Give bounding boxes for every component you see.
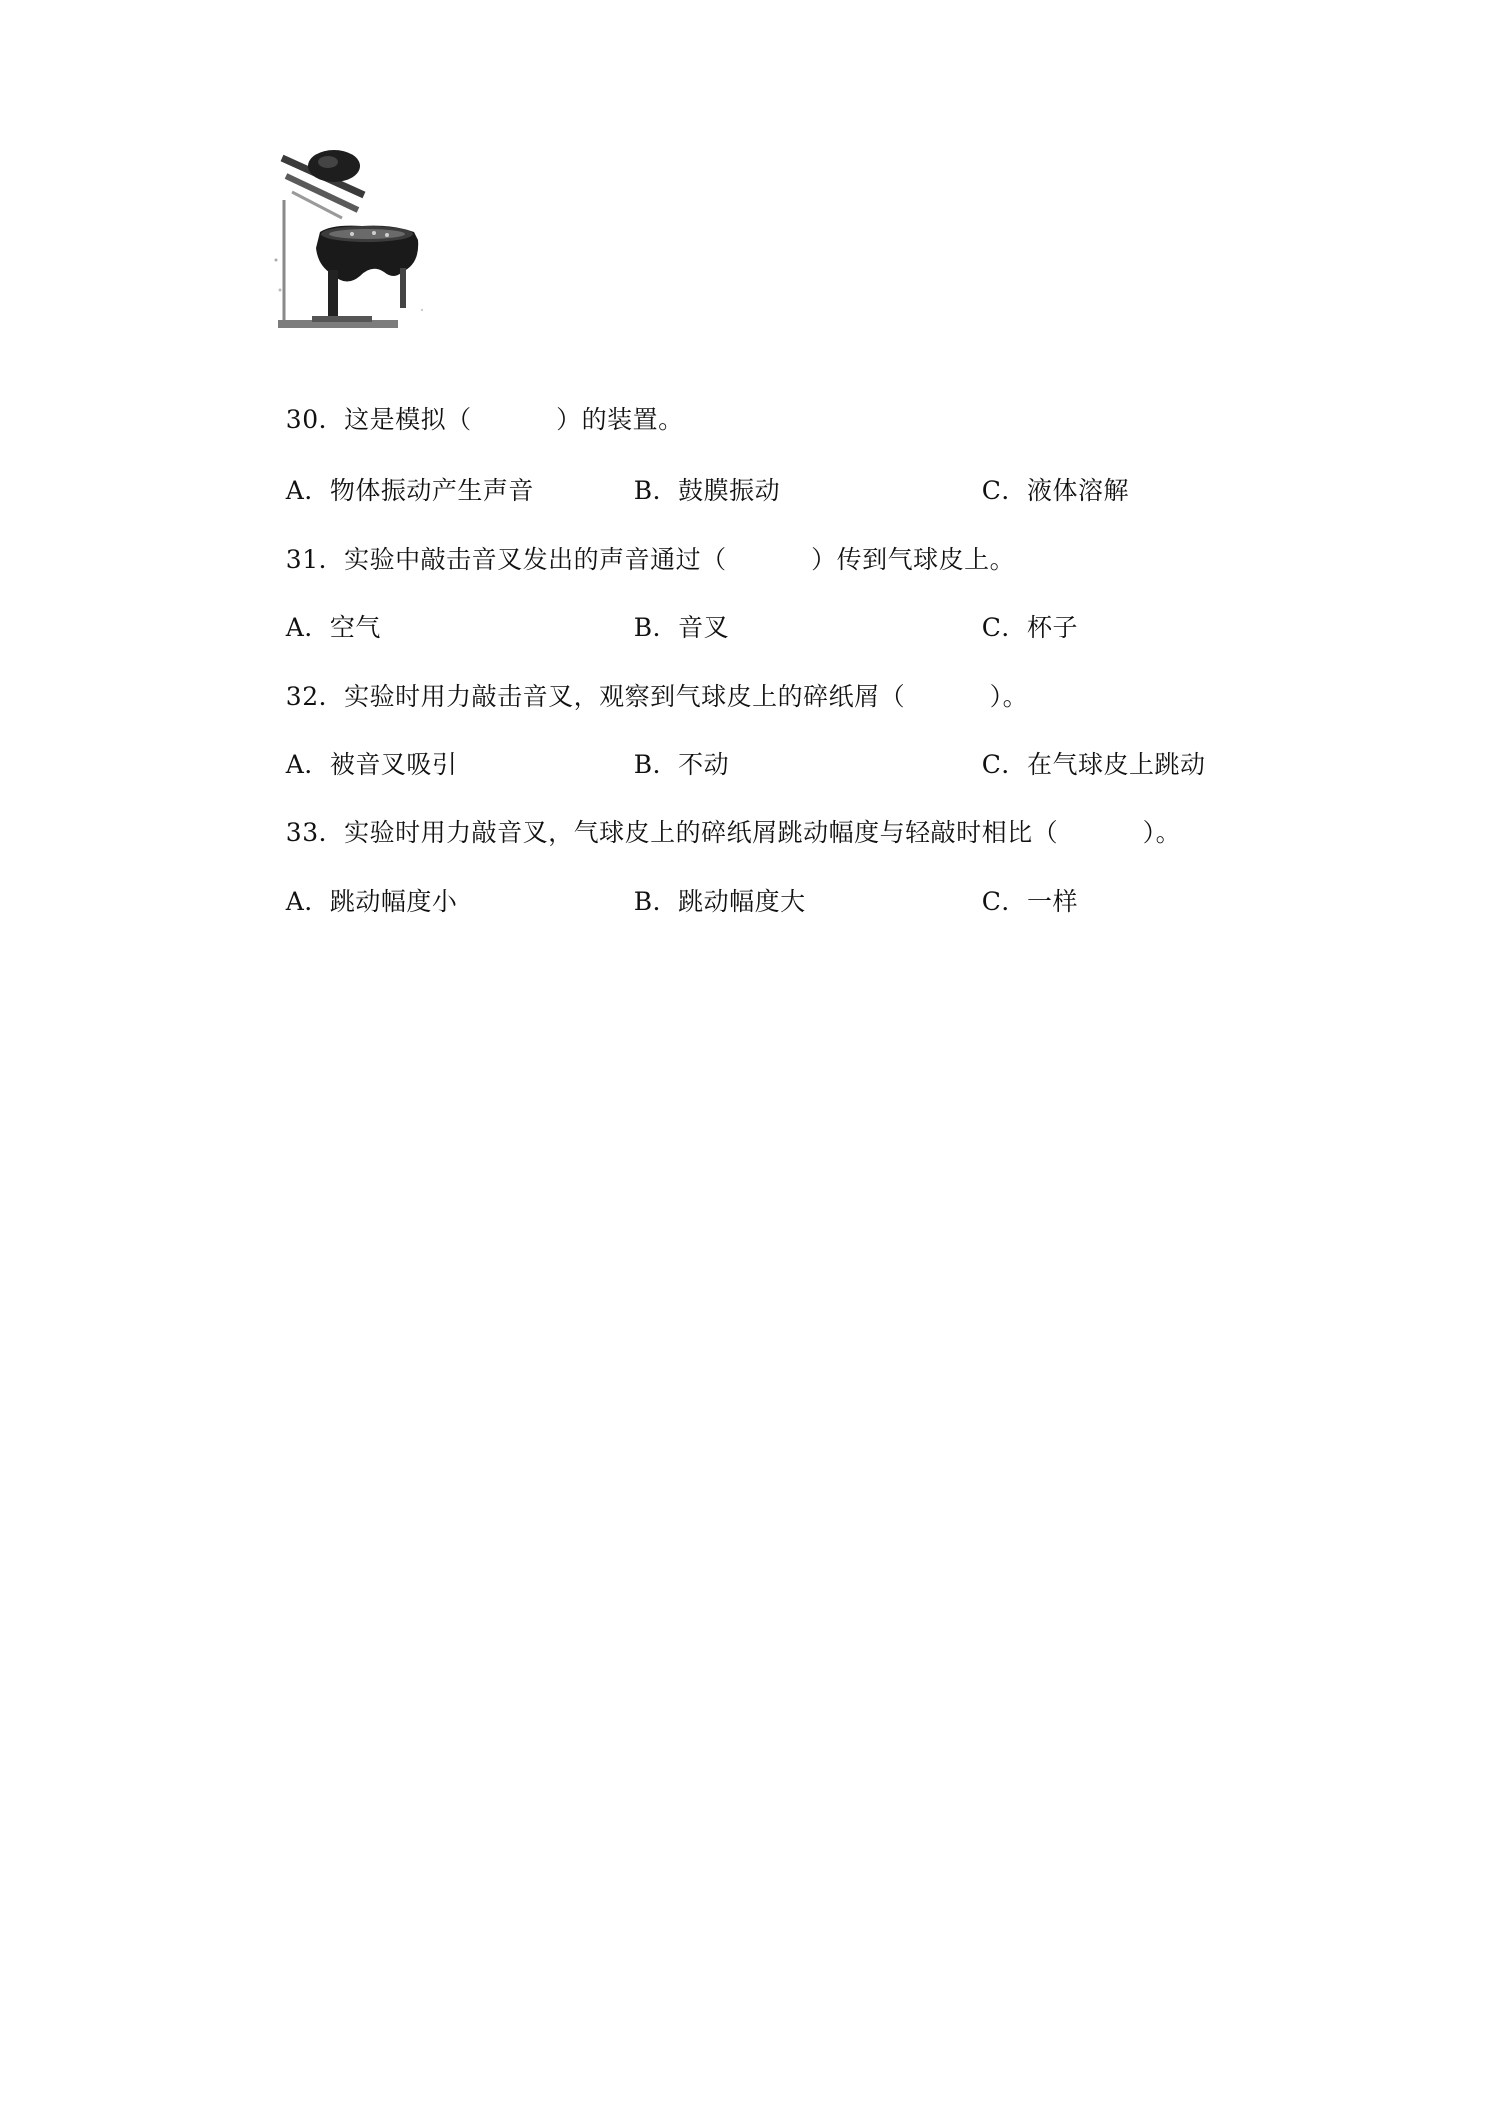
option-letter: B． xyxy=(633,750,679,779)
option-text: 液体溶解 xyxy=(1026,476,1129,505)
option-text: 在气球皮上跳动 xyxy=(1026,750,1206,779)
option-c xyxy=(948,848,1078,956)
question-stem: 实验中敲击音叉发出的声音通过（ ）传到气球皮上。 xyxy=(344,545,1016,574)
option-b xyxy=(600,848,806,956)
tuning-fork-experiment-image xyxy=(272,140,452,340)
option-text: 跳动幅度小 xyxy=(329,887,458,916)
question-number: 33． xyxy=(285,818,345,847)
option-a xyxy=(252,848,457,956)
option-letter: A． xyxy=(285,887,330,916)
option-letter: B． xyxy=(633,887,679,916)
option-letter: B． xyxy=(633,476,679,505)
option-letter: A． xyxy=(285,750,330,779)
option-text: 物体振动产生声音 xyxy=(329,476,534,505)
option-letter: B． xyxy=(633,613,679,642)
option-letter: C． xyxy=(981,476,1027,505)
option-text: 鼓膜振动 xyxy=(678,476,781,505)
option-letter: C． xyxy=(981,750,1027,779)
option-text: 被音叉吸引 xyxy=(329,750,458,779)
option-text: 不动 xyxy=(678,750,730,779)
question-stem: 这是模拟（ ）的装置。 xyxy=(344,405,684,434)
question-number: 32． xyxy=(285,682,345,711)
option-text: 杯子 xyxy=(1026,613,1078,642)
option-letter: A． xyxy=(285,613,330,642)
option-letter: A． xyxy=(285,476,330,505)
question-number: 31． xyxy=(285,545,345,574)
option-text: 跳动幅度大 xyxy=(678,887,806,916)
option-text: 一样 xyxy=(1026,887,1078,916)
option-text: 音叉 xyxy=(678,613,730,642)
option-letter: C． xyxy=(981,613,1027,642)
question-number: 30． xyxy=(285,405,345,434)
question-stem: 实验时用力敲击音叉，观察到气球皮上的碎纸屑（ ）。 xyxy=(344,682,1029,711)
question-stem: 实验时用力敲音叉，气球皮上的碎纸屑跳动幅度与轻敲时相比（ ）。 xyxy=(344,818,1182,847)
option-text: 空气 xyxy=(329,613,381,642)
option-letter: C． xyxy=(981,887,1027,916)
